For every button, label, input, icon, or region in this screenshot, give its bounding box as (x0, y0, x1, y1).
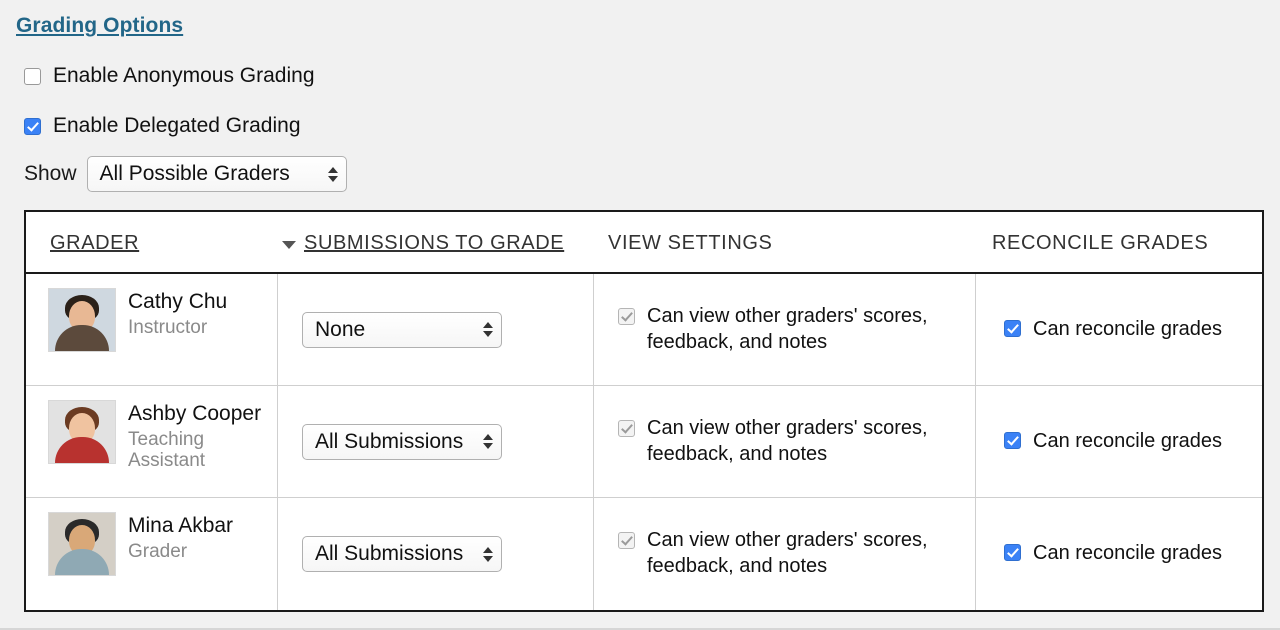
grader-role: Instructor (128, 316, 208, 338)
reconcile-grades-label: Can reconcile grades (1033, 317, 1222, 340)
view-settings-cell (594, 386, 976, 497)
table-header-row (26, 212, 1262, 274)
grader-role: Grader (128, 540, 188, 562)
view-settings-cell (594, 498, 976, 610)
submissions-selected-value: All Submissions (315, 429, 464, 453)
option-row-anonymous-grading[interactable] (24, 64, 1266, 88)
reconcile-grades-cell (976, 498, 1260, 610)
grader-name: Cathy Chu (128, 290, 228, 313)
avatar (48, 400, 116, 464)
show-graders-select[interactable] (87, 156, 347, 192)
reconcile-grades-label: Can reconcile grades (1033, 429, 1222, 452)
grader-cell (26, 498, 278, 610)
avatar (48, 512, 116, 576)
column-header-submissions[interactable] (278, 212, 594, 255)
submissions-cell (278, 386, 594, 497)
submissions-select[interactable] (302, 312, 502, 348)
column-header-reconcile-label: RECONCILE GRADES (992, 232, 1209, 254)
sort-descending-icon (282, 241, 296, 249)
enable-delegated-grading-label: Enable Delegated Grading (53, 114, 301, 137)
option-row-delegated-grading[interactable] (24, 114, 1266, 138)
view-other-graders-label: Can view other graders' scores, feedback, and notes (647, 416, 928, 465)
table-row (26, 498, 1262, 610)
enable-anonymous-grading-label: Enable Anonymous Grading (53, 64, 315, 87)
enable-anonymous-grading-checkbox[interactable] (24, 68, 41, 85)
stepper-arrows-icon (483, 434, 493, 449)
show-graders-selected-value: All Possible Graders (99, 162, 290, 185)
submissions-select[interactable] (302, 424, 502, 460)
grader-role: Teaching Assistant (128, 428, 206, 472)
stepper-arrows-icon (483, 547, 493, 562)
reconcile-grades-checkbox[interactable] (1004, 432, 1021, 449)
view-other-graders-checkbox[interactable] (618, 420, 635, 437)
column-header-view-settings-label: VIEW SETTINGS (608, 232, 773, 254)
table-row (26, 274, 1262, 386)
page-title[interactable]: Grading Options (16, 14, 184, 37)
grader-cell (26, 274, 278, 385)
avatar (48, 288, 116, 352)
submissions-selected-value: None (315, 317, 366, 341)
submissions-selected-value: All Submissions (315, 542, 464, 565)
view-other-graders-checkbox[interactable] (618, 532, 635, 549)
reconcile-grades-cell (976, 386, 1260, 497)
grader-cell (26, 386, 278, 497)
column-header-submissions-label: SUBMISSIONS TO GRADE (304, 232, 565, 254)
reconcile-grades-label: Can reconcile grades (1033, 542, 1222, 565)
show-label: Show (24, 162, 77, 185)
column-header-reconcile-grades (976, 212, 1260, 255)
reconcile-grades-cell (976, 274, 1260, 385)
reconcile-grades-checkbox[interactable] (1004, 544, 1021, 561)
submissions-cell (278, 498, 594, 610)
stepper-arrows-icon (483, 322, 493, 337)
enable-delegated-grading-checkbox[interactable] (24, 118, 41, 135)
column-header-view-settings (594, 212, 976, 255)
grader-name: Mina Akbar (128, 514, 234, 537)
submissions-cell (278, 274, 594, 385)
view-other-graders-checkbox[interactable] (618, 308, 635, 325)
view-settings-cell (594, 274, 976, 385)
grader-name: Ashby Cooper (128, 402, 262, 425)
graders-table (24, 210, 1264, 612)
submissions-select[interactable] (302, 536, 502, 572)
reconcile-grades-checkbox[interactable] (1004, 320, 1021, 337)
table-row (26, 386, 1262, 498)
stepper-arrows-icon (328, 167, 338, 182)
view-other-graders-label: Can view other graders' scores, feedback, and notes (647, 529, 928, 577)
view-other-graders-label: Can view other graders' scores, feedback, and notes (647, 304, 928, 353)
column-header-grader[interactable] (26, 212, 278, 255)
column-header-grader-label: GRADER (50, 232, 140, 254)
show-filter-row (24, 156, 1266, 192)
